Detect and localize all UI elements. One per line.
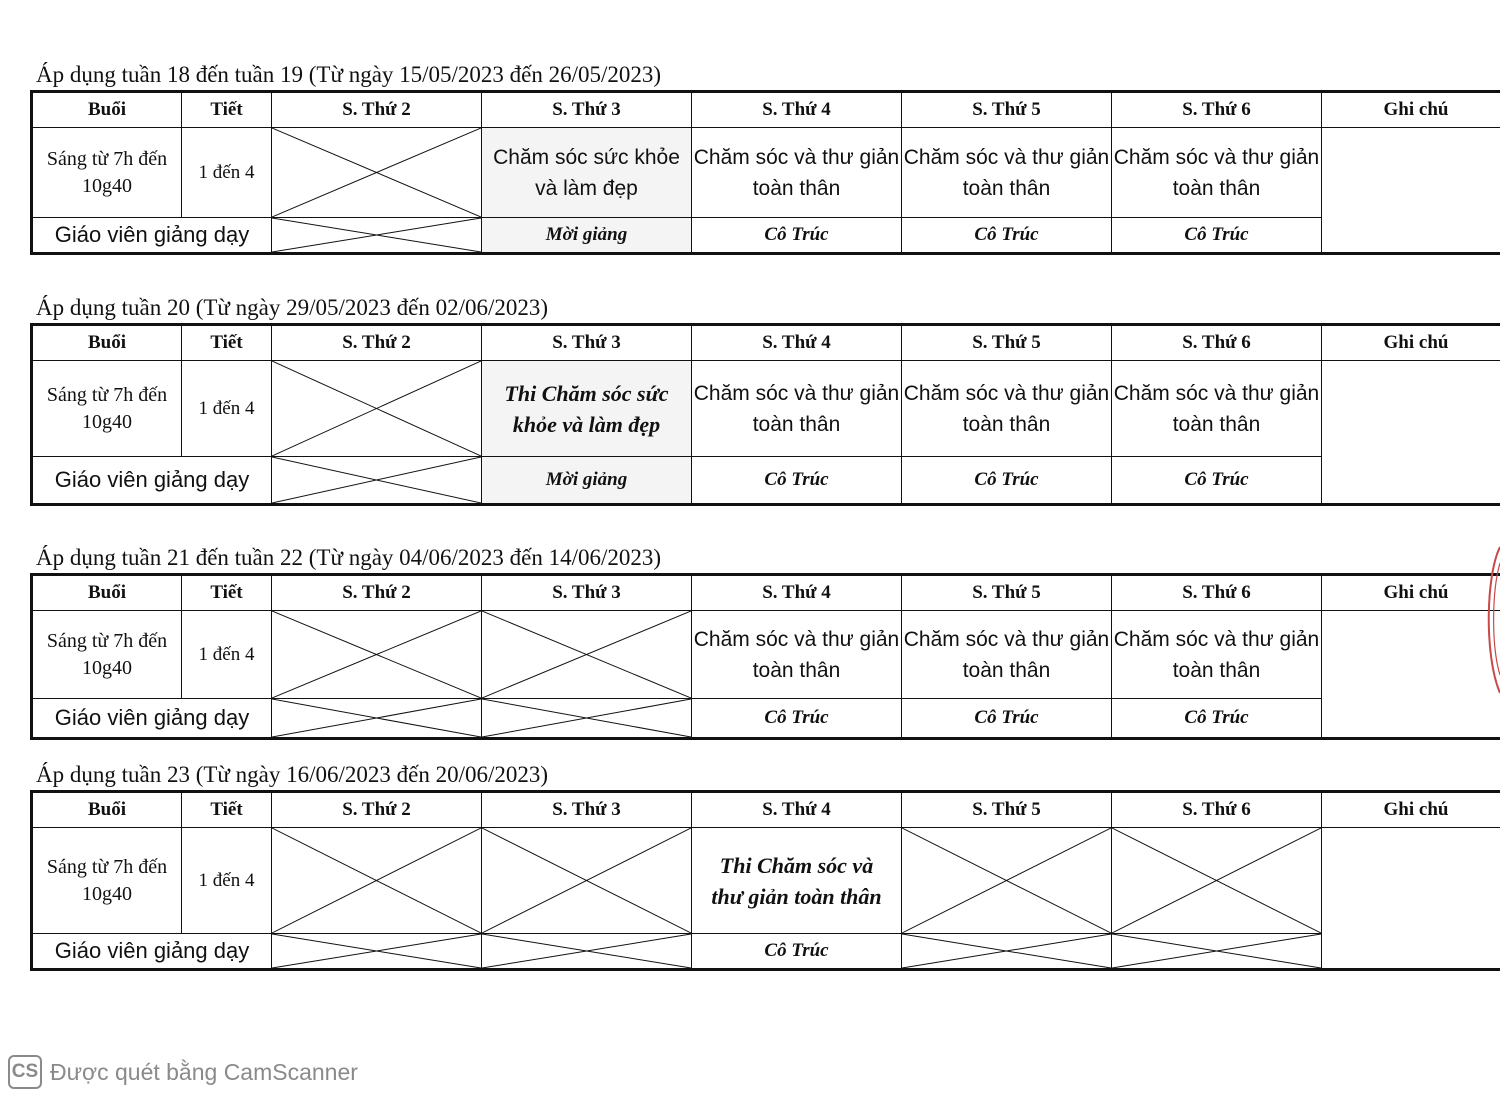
empty-teacher-mon: [272, 934, 482, 970]
empty-teacher-tue: [482, 699, 692, 739]
teacher-fri: Cô Trúc: [1112, 218, 1322, 254]
empty-cell-mon: [272, 611, 482, 699]
header-tiet: Tiết: [182, 325, 272, 361]
note-cell: [1322, 361, 1500, 505]
empty-teacher-fri: [1112, 934, 1322, 970]
session-row: [32, 361, 1500, 457]
header-tiet: Tiết: [182, 575, 272, 611]
teacher-row: [32, 457, 1500, 505]
header-thu: S. Thứ 5: [902, 92, 1112, 128]
teacher-tue: Mời giảng: [482, 457, 692, 505]
teacher-thu: Cô Trúc: [902, 457, 1112, 505]
header-mon: S. Thứ 2: [272, 325, 482, 361]
header-note: Ghi chú: [1322, 792, 1500, 828]
teacher-wed: Cô Trúc: [692, 699, 902, 739]
schedule-table: [30, 90, 1500, 255]
session-label: Sáng từ 7h đến 10g40: [32, 828, 182, 934]
schedule-section-4: [30, 760, 1482, 971]
empty-teacher-mon: [272, 218, 482, 254]
teacher-fri: Cô Trúc: [1112, 457, 1322, 505]
empty-cell-mon: [272, 828, 482, 934]
session-row: [32, 128, 1500, 218]
teacher-tue: Mời giảng: [482, 218, 692, 254]
empty-cell-tue: [482, 611, 692, 699]
header-tue: S. Thứ 3: [482, 792, 692, 828]
empty-cell-thu: [902, 828, 1112, 934]
empty-cell-mon: [272, 361, 482, 457]
teacher-fri: Cô Trúc: [1112, 699, 1322, 739]
teacher-wed: Cô Trúc: [692, 457, 902, 505]
header-fri: S. Thứ 6: [1112, 575, 1322, 611]
header-mon: S. Thứ 2: [272, 92, 482, 128]
empty-teacher-mon: [272, 699, 482, 739]
schedule-table: [30, 790, 1500, 971]
header-tiet: Tiết: [182, 92, 272, 128]
header-mon: S. Thứ 2: [272, 792, 482, 828]
header-fri: S. Thứ 6: [1112, 325, 1322, 361]
watermark-text: Được quét bằng CamScanner: [50, 1058, 358, 1085]
subject-wed: Chăm sóc và thư giản toàn thân: [692, 361, 902, 457]
teacher-row-label: Giáo viên giảng dạy: [32, 457, 272, 505]
teacher-row-label: Giáo viên giảng dạy: [32, 699, 272, 739]
header-note: Ghi chú: [1322, 92, 1500, 128]
subject-thu: Chăm sóc và thư giản toàn thân: [902, 361, 1112, 457]
section-title: Áp dụng tuần 21 đến tuần 22 (Từ ngày 04/06/2023 đến 14/06/2023): [36, 545, 662, 570]
header-fri: S. Thứ 6: [1112, 92, 1322, 128]
header-row: [32, 325, 1500, 361]
session-label: Sáng từ 7h đến 10g40: [32, 611, 182, 699]
header-buoi: Buổi: [32, 325, 182, 361]
section-title: Áp dụng tuần 20 (Từ ngày 29/05/2023 đến 02/06/2023): [36, 295, 549, 320]
teacher-thu: Cô Trúc: [902, 699, 1112, 739]
period-label: 1 đến 4: [182, 128, 272, 218]
header-wed: S. Thứ 4: [692, 325, 902, 361]
schedule-table: [30, 323, 1500, 506]
header-buoi: Buổi: [32, 92, 182, 128]
period-label: 1 đến 4: [182, 611, 272, 699]
teacher-row-label: Giáo viên giảng dạy: [32, 218, 272, 254]
header-buoi: Buổi: [32, 792, 182, 828]
header-buoi: Buổi: [32, 575, 182, 611]
header-fri: S. Thứ 6: [1112, 792, 1322, 828]
session-row: [32, 828, 1500, 934]
header-note: Ghi chú: [1322, 325, 1500, 361]
note-cell: [1322, 611, 1500, 739]
teacher-row-label: Giáo viên giảng dạy: [32, 934, 272, 970]
subject-tue: Thi Chăm sóc sức khỏe và làm đẹp: [482, 361, 692, 457]
header-mon: S. Thứ 2: [272, 575, 482, 611]
teacher-thu: Cô Trúc: [902, 218, 1112, 254]
header-row: [32, 792, 1500, 828]
camscanner-logo-icon: CS: [8, 1055, 42, 1089]
stamp-seal-icon: [1482, 545, 1500, 695]
section-title: Áp dụng tuần 18 đến tuần 19 (Từ ngày 15/05/2023 đến 26/05/2023): [36, 62, 662, 87]
subject-fri: Chăm sóc và thư giản toàn thân: [1112, 128, 1322, 218]
subject-tue: Chăm sóc sức khỏe và làm đẹp: [482, 128, 692, 218]
header-thu: S. Thứ 5: [902, 792, 1112, 828]
subject-wed: Chăm sóc và thư giản toàn thân: [692, 611, 902, 699]
empty-teacher-mon: [272, 457, 482, 505]
schedule-section-2: [30, 293, 1482, 506]
note-cell: [1322, 128, 1500, 254]
subject-fri: Chăm sóc và thư giản toàn thân: [1112, 611, 1322, 699]
header-thu: S. Thứ 5: [902, 575, 1112, 611]
session-row: [32, 611, 1500, 699]
empty-cell-fri: [1112, 828, 1322, 934]
empty-cell-tue: [482, 828, 692, 934]
header-row: [32, 575, 1500, 611]
header-tue: S. Thứ 3: [482, 325, 692, 361]
note-cell: [1322, 828, 1500, 970]
subject-fri: Chăm sóc và thư giản toàn thân: [1112, 361, 1322, 457]
header-wed: S. Thứ 4: [692, 792, 902, 828]
schedule-section-1: [30, 60, 1482, 255]
teacher-row: [32, 934, 1500, 970]
header-thu: S. Thứ 5: [902, 325, 1112, 361]
schedule-section-3: [30, 543, 1482, 740]
empty-cell-mon: [272, 128, 482, 218]
teacher-wed: Cô Trúc: [692, 218, 902, 254]
empty-teacher-tue: [482, 934, 692, 970]
session-label: Sáng từ 7h đến 10g40: [32, 128, 182, 218]
header-wed: S. Thứ 4: [692, 92, 902, 128]
teacher-row: [32, 218, 1500, 254]
period-label: 1 đến 4: [182, 361, 272, 457]
header-tue: S. Thứ 3: [482, 92, 692, 128]
header-note: Ghi chú: [1322, 575, 1500, 611]
header-wed: S. Thứ 4: [692, 575, 902, 611]
subject-wed: Chăm sóc và thư giản toàn thân: [692, 128, 902, 218]
teacher-wed: Cô Trúc: [692, 934, 902, 970]
schedule-table: [30, 573, 1500, 740]
subject-wed: Thi Chăm sóc và thư giản toàn thân: [692, 828, 902, 934]
teacher-row: [32, 699, 1500, 739]
period-label: 1 đến 4: [182, 828, 272, 934]
subject-thu: Chăm sóc và thư giản toàn thân: [902, 128, 1112, 218]
section-title: Áp dụng tuần 23 (Từ ngày 16/06/2023 đến 20/06/2023): [36, 762, 549, 787]
camscanner-watermark: [8, 1054, 358, 1090]
header-row: [32, 92, 1500, 128]
empty-teacher-thu: [902, 934, 1112, 970]
subject-thu: Chăm sóc và thư giản toàn thân: [902, 611, 1112, 699]
header-tue: S. Thứ 3: [482, 575, 692, 611]
header-tiet: Tiết: [182, 792, 272, 828]
session-label: Sáng từ 7h đến 10g40: [32, 361, 182, 457]
